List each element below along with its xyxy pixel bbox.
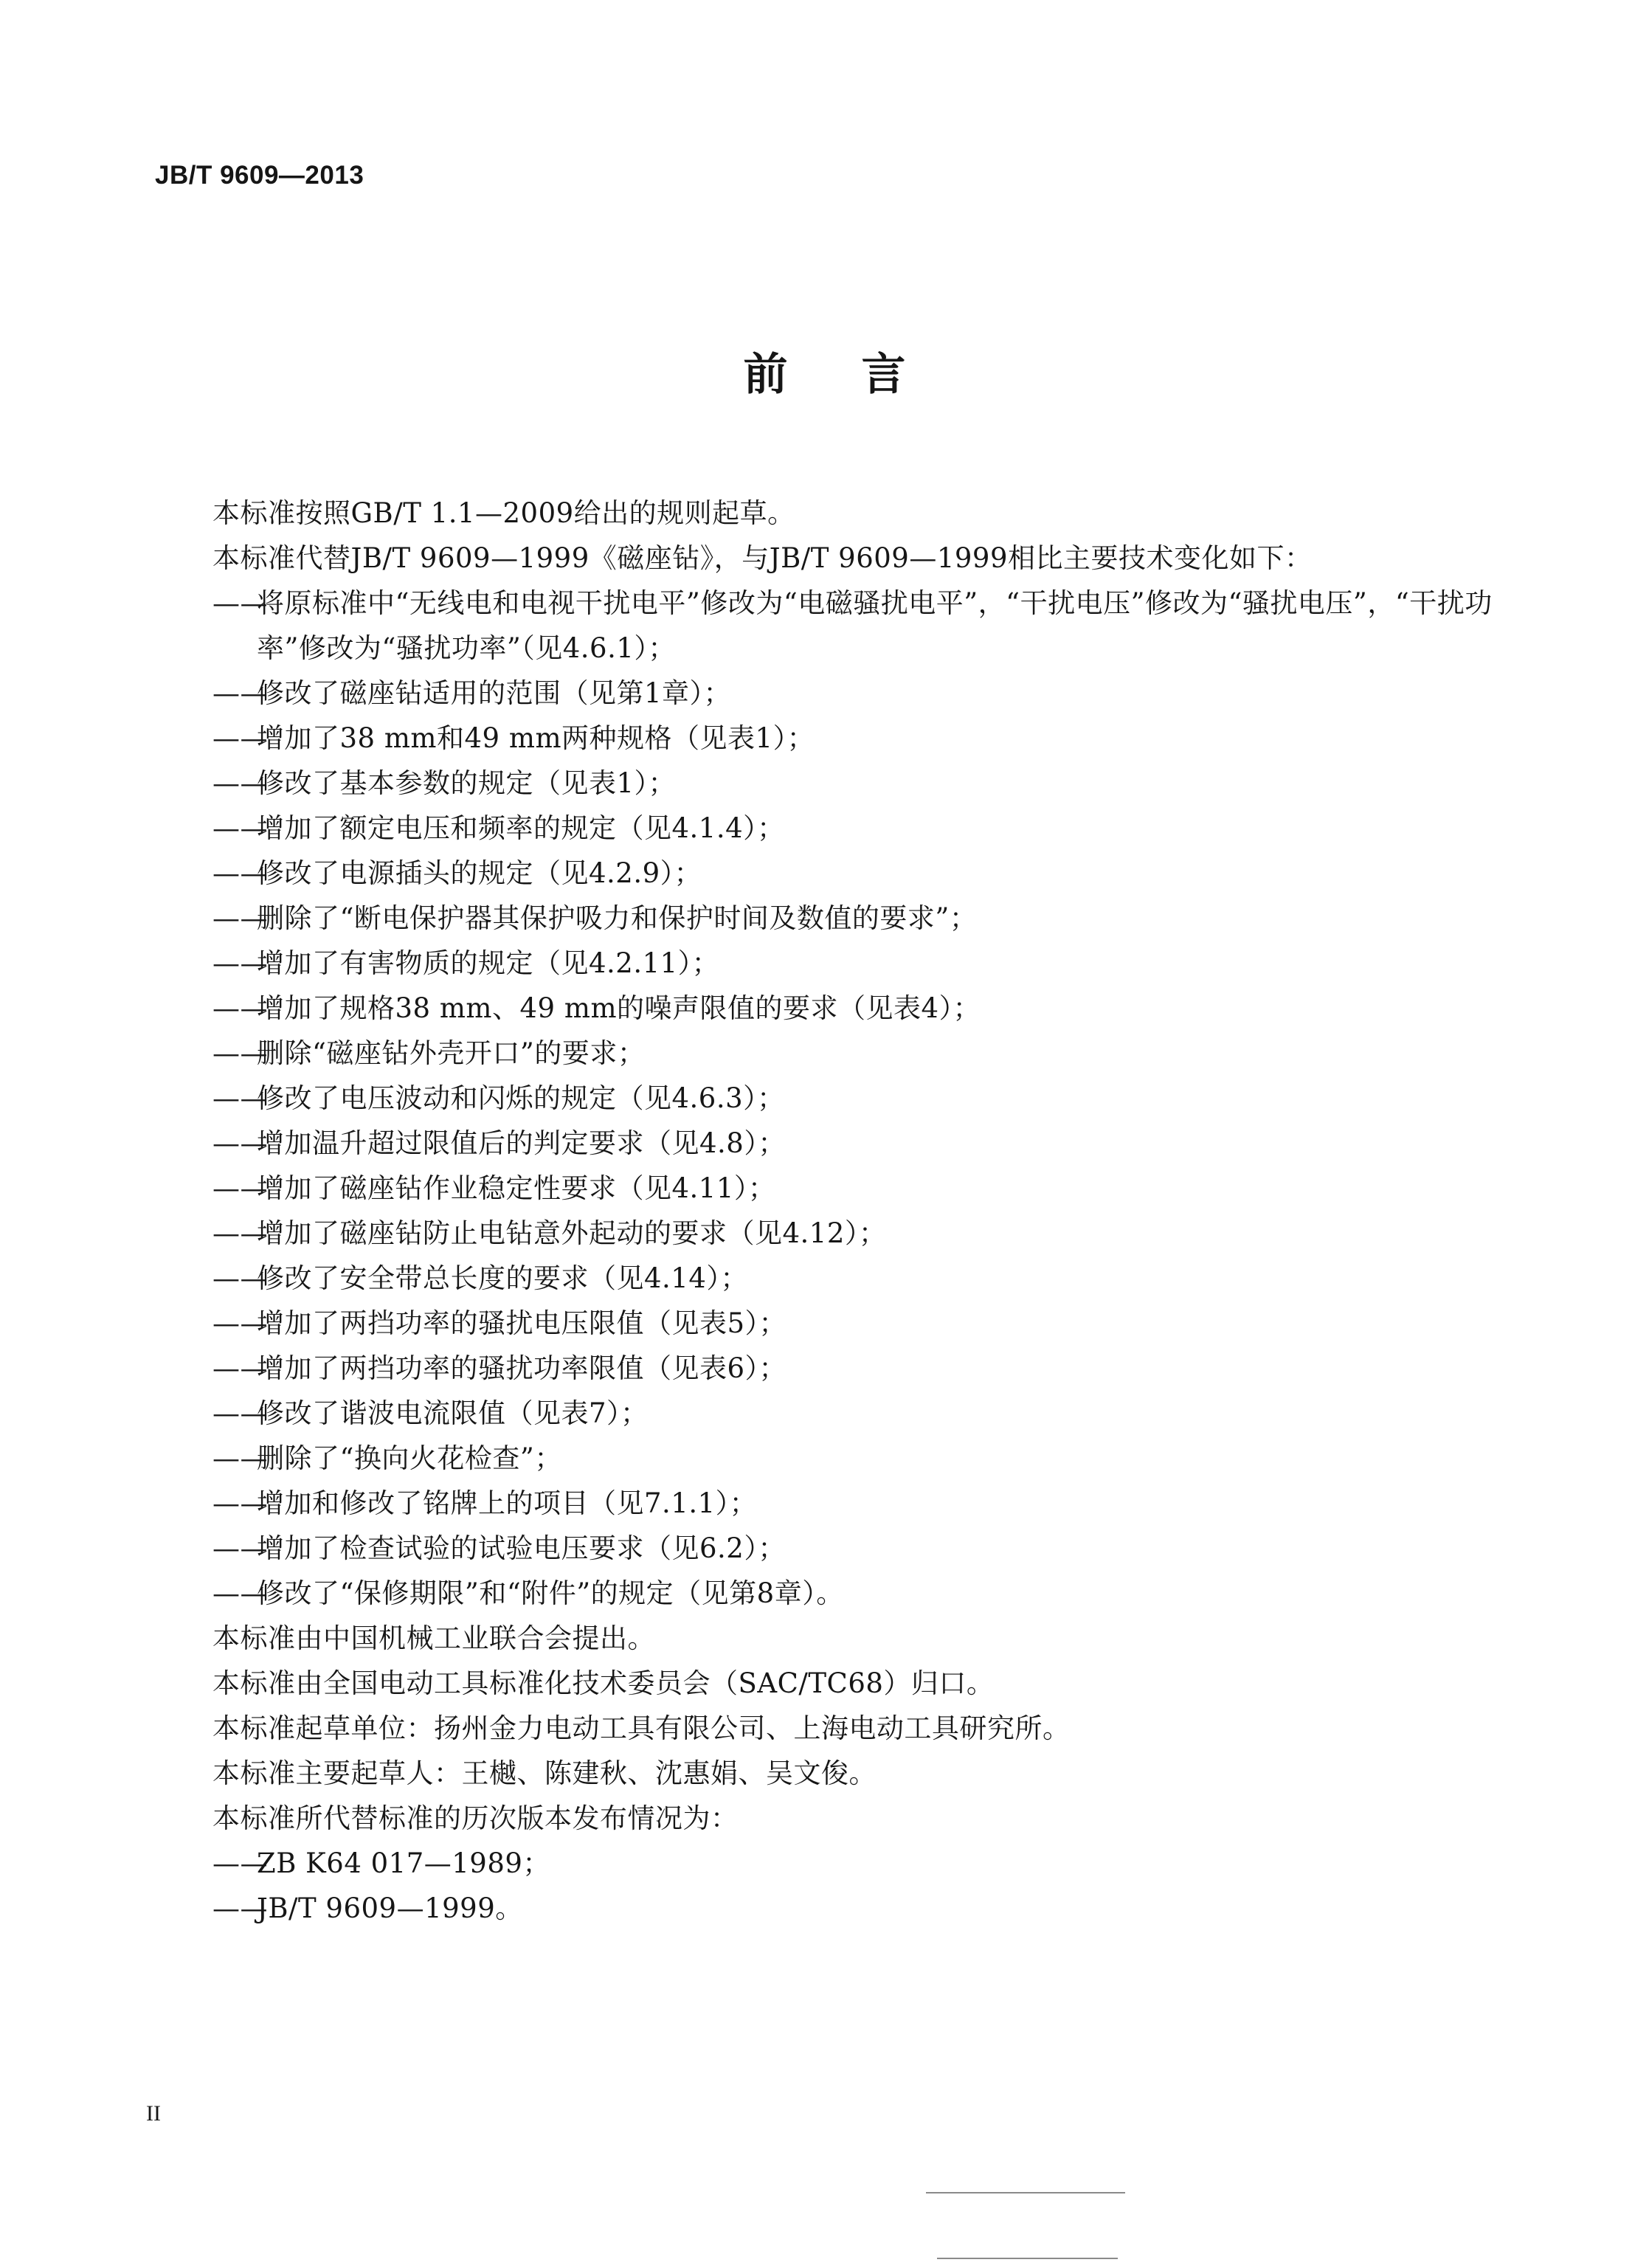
dash-marker: —— — [212, 812, 268, 844]
list-item: ——增加了额定电压和频率的规定（见4.1.4）； — [212, 806, 1496, 851]
list-item: ——增加和修改了铭牌上的项目（见7.1.1）； — [212, 1481, 1496, 1526]
list-item: ——增加了38 mm和49 mm两种规格（见表1）； — [212, 716, 1496, 761]
list-item: ——增加了磁座钻防止电钻意外起动的要求（见4.12）； — [212, 1211, 1496, 1256]
dash-marker: —— — [212, 992, 268, 1024]
dash-marker: —— — [212, 902, 268, 934]
list-item: ——修改了谐波电流限值（见表7）； — [212, 1391, 1496, 1436]
list-item: ——增加了磁座钻作业稳定性要求（见4.11）； — [212, 1166, 1496, 1211]
scan-artifact-line — [926, 2192, 1125, 2193]
dash-marker: —— — [212, 1352, 268, 1384]
dash-marker: —— — [212, 1037, 268, 1069]
list-item: ——增加了两挡功率的骚扰电压限值（见表5）； — [212, 1301, 1496, 1346]
closing-paragraph: 本标准所代替标准的历次版本发布情况为： — [212, 1802, 739, 1834]
list-item: ——修改了电源插头的规定（见4.2.9）； — [212, 851, 1496, 896]
dash-marker: —— — [212, 1307, 268, 1339]
dash-marker: —— — [212, 1487, 268, 1519]
dash-marker: —— — [212, 1082, 268, 1114]
dash-marker: —— — [212, 1262, 268, 1294]
dash-marker: —— — [212, 677, 268, 709]
list-item: ——修改了安全带总长度的要求（见4.14）； — [212, 1256, 1496, 1301]
dash-marker: —— — [212, 857, 268, 889]
dash-marker: —— — [212, 1172, 268, 1204]
dash-marker: —— — [212, 1397, 268, 1429]
list-item: ——ZB K64 017—1989； — [212, 1841, 1496, 1886]
dash-marker: —— — [212, 947, 268, 979]
dash-marker: —— — [212, 1127, 268, 1159]
dash-marker: —— — [212, 767, 268, 799]
dash-marker: —— — [212, 1892, 268, 1924]
list-item: ——增加了有害物质的规定（见4.2.11）； — [212, 941, 1496, 986]
list-item: ——增加温升超过限值后的判定要求（见4.8）； — [212, 1121, 1496, 1166]
list-item: ——修改了“保修期限”和“附件”的规定（见第8章）。 — [212, 1571, 1496, 1616]
intro-paragraph: 本标准按照GB/T 1.1—2009给出的规则起草。 — [212, 497, 795, 529]
list-item: ——增加了规格38 mm、49 mm的噪声限值的要求（见表4）； — [212, 986, 1496, 1031]
list-item: ——删除了“断电保护器其保护吸力和保护时间及数值的要求”； — [212, 896, 1496, 941]
foreword-body — [212, 491, 1496, 1931]
page-title: 前言 — [743, 349, 980, 401]
scan-artifact-line — [937, 2258, 1118, 2259]
closing-paragraph: 本标准起草单位：扬州金力电动工具有限公司、上海电动工具研究所。 — [212, 1712, 1071, 1744]
closing-paragraph: 本标准由全国电动工具标准化技术委员会（SAC/TC68）归口。 — [212, 1667, 995, 1699]
page-number: II — [146, 2101, 161, 2126]
dash-marker: —— — [212, 1577, 268, 1609]
dash-marker: —— — [212, 1217, 268, 1249]
dash-marker: —— — [212, 1847, 268, 1879]
list-item: ——修改了基本参数的规定（见表1）； — [212, 761, 1496, 806]
dash-marker: —— — [212, 722, 268, 754]
standard-code-header: JB/T 9609—2013 — [155, 161, 364, 190]
dash-marker: —— — [212, 1442, 268, 1474]
list-item: ——增加了两挡功率的骚扰功率限值（见表6）； — [212, 1346, 1496, 1391]
list-item: ——修改了电压波动和闪烁的规定（见4.6.3）； — [212, 1076, 1496, 1121]
intro-paragraph: 本标准代替JB/T 9609—1999《磁座钻》，与JB/T 9609—1999相比主要技术变化如下： — [212, 542, 1313, 574]
dash-marker: —— — [212, 587, 268, 619]
dash-marker: —— — [212, 1532, 268, 1564]
list-item: ——删除“磁座钻外壳开口”的要求； — [212, 1031, 1496, 1076]
changes-list — [212, 581, 1496, 1616]
list-item: ——增加了检查试验的试验电压要求（见6.2）； — [212, 1526, 1496, 1571]
closing-paragraph: 本标准主要起草人：王樾、陈建秋、沈惠娟、吴文俊。 — [212, 1757, 877, 1789]
history-list — [212, 1841, 1496, 1931]
closing-paragraph: 本标准由中国机械工业联合会提出。 — [212, 1622, 655, 1654]
list-item: ——将原标准中“无线电和电视干扰电平”修改为“电磁骚扰电平”，“干扰电压”修改为“骚扰电压”，“干扰功率”修改为“骚扰功率”（见4.6.1）； — [212, 581, 1496, 671]
list-item: ——删除了“换向火花检查”； — [212, 1436, 1496, 1481]
list-item: ——修改了磁座钻适用的范围（见第1章）； — [212, 671, 1496, 716]
list-item: ——JB/T 9609—1999。 — [212, 1886, 1496, 1931]
